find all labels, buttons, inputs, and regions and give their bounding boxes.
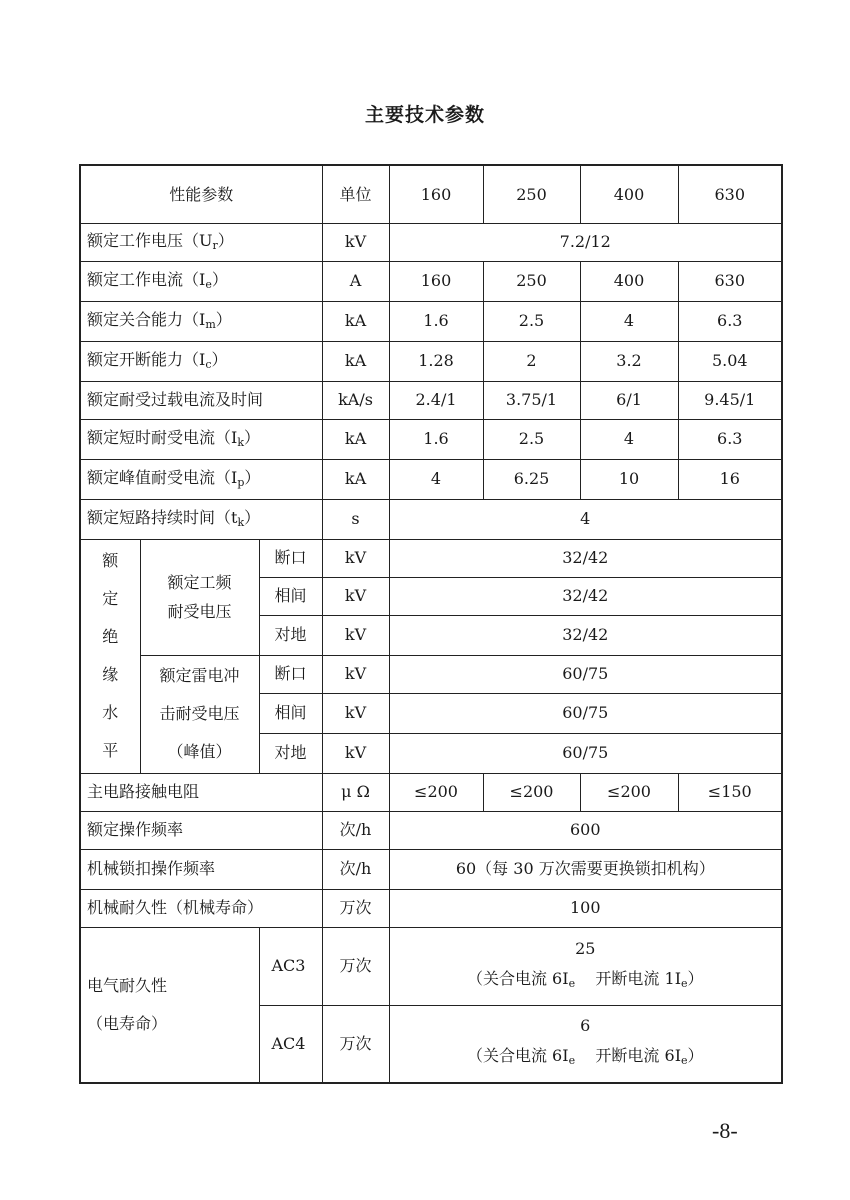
row-value: 32/42 xyxy=(389,615,782,655)
cell-value: 2 xyxy=(483,341,580,381)
cell-value: 9.45/1 xyxy=(678,381,782,419)
cell-value: 5.04 xyxy=(678,341,782,381)
insulation-kind: 对地 xyxy=(259,615,322,655)
row-value: 25 （关合电流 $6I_e$ 开断电流 $1I_e$） xyxy=(389,927,782,1005)
row-label: 额定耐受过载电流及时间 xyxy=(80,381,322,419)
header-col: 160 xyxy=(389,165,483,223)
cell-value: 1.6 xyxy=(389,301,483,341)
row-value: 100 xyxy=(389,889,782,927)
row-value: 4 xyxy=(389,499,782,539)
insulation-kind: 对地 xyxy=(259,733,322,773)
header-col: 250 xyxy=(483,165,580,223)
row-value: 6 （关合电流 $6I_e$ 开断电流 $6I_e$） xyxy=(389,1005,782,1083)
row-label: 额定短路持续时间$(t_k)$ xyxy=(80,499,322,539)
lightning-impulse-label: 额定雷电冲 击耐受电压 （峰值） xyxy=(140,655,259,773)
cell-value: 16 xyxy=(678,459,782,499)
row-label: 额定操作频率 xyxy=(80,811,322,849)
row-label: 额定工作电压$(U_r)$ xyxy=(80,223,322,261)
table-row xyxy=(80,889,782,927)
table-row xyxy=(80,381,782,419)
row-label: 额定短时耐受电流$(I_k)$ xyxy=(80,419,322,459)
cell-value: 2.5 xyxy=(483,301,580,341)
header-col: 400 xyxy=(580,165,678,223)
insulation-kind: 断口 xyxy=(259,655,322,693)
table-row xyxy=(80,773,782,811)
table-row xyxy=(80,499,782,539)
cell-value: 4 xyxy=(580,419,678,459)
table-row xyxy=(80,223,782,261)
cell-value: 2.4/1 xyxy=(389,381,483,419)
row-label: 额定工作电流$(I_e)$ xyxy=(80,261,322,301)
cell-value: 6/1 xyxy=(580,381,678,419)
row-value: 60/75 xyxy=(389,693,782,733)
row-unit: kV xyxy=(322,693,389,733)
table-row xyxy=(80,261,782,301)
header-row xyxy=(80,165,782,223)
row-label: 额定峰值耐受电流$(I_p)$ xyxy=(80,459,322,499)
cell-value: 1.6 xyxy=(389,419,483,459)
category-ac4: AC4 xyxy=(259,1005,322,1083)
cell-value: 3.2 xyxy=(580,341,678,381)
row-unit: kA xyxy=(322,341,389,381)
row-unit: A xyxy=(322,261,389,301)
cell-value: ≤150 xyxy=(678,773,782,811)
row-value: 7.2/12 xyxy=(389,223,782,261)
row-unit: s xyxy=(322,499,389,539)
power-frequency-label: 额定工频 耐受电压 xyxy=(140,539,259,655)
table-row xyxy=(80,655,782,693)
cell-value: ≤200 xyxy=(483,773,580,811)
page-title: 主要技术参数 xyxy=(364,104,485,126)
cell-value: 160 xyxy=(389,261,483,301)
cell-value: ≤200 xyxy=(389,773,483,811)
cell-value: 4 xyxy=(580,301,678,341)
row-value: 32/42 xyxy=(389,577,782,615)
insulation-kind: 断口 xyxy=(259,539,322,577)
row-unit: kV xyxy=(322,539,389,577)
cell-value: 250 xyxy=(483,261,580,301)
row-unit: kV xyxy=(322,223,389,261)
cell-value: ≤200 xyxy=(580,773,678,811)
table-row xyxy=(80,419,782,459)
electrical-life-label: 电气耐久性 （电寿命） xyxy=(80,927,259,1083)
header-col: 630 xyxy=(678,165,782,223)
cell-value: 10 xyxy=(580,459,678,499)
row-unit: kA xyxy=(322,301,389,341)
row-label: 主电路接触电阻 xyxy=(80,773,322,811)
row-value: 600 xyxy=(389,811,782,849)
cell-value: 6.25 xyxy=(483,459,580,499)
table-row xyxy=(80,459,782,499)
row-label: 机械耐久性（机械寿命） xyxy=(80,889,322,927)
row-value: 60（每 30 万次需要更换锁扣机构） xyxy=(389,849,782,889)
cell-value: 4 xyxy=(389,459,483,499)
row-unit: kA/s xyxy=(322,381,389,419)
row-unit: kA xyxy=(322,459,389,499)
table-row xyxy=(80,301,782,341)
row-value: 60/75 xyxy=(389,733,782,773)
page-number: -8- xyxy=(712,1118,738,1143)
header-unit: 单位 xyxy=(322,165,389,223)
row-unit: 万次 xyxy=(322,1005,389,1083)
cell-value: 1.28 xyxy=(389,341,483,381)
row-label: 机械锁扣操作频率 xyxy=(80,849,322,889)
row-unit: 次/h xyxy=(322,849,389,889)
cell-value: 2.5 xyxy=(483,419,580,459)
insulation-group-label: 额 定 绝 缘 水 平 xyxy=(80,539,140,773)
row-unit: 万次 xyxy=(322,889,389,927)
table-row xyxy=(80,539,782,577)
table-row xyxy=(80,811,782,849)
row-unit: kV xyxy=(322,615,389,655)
cell-value: 6.3 xyxy=(678,419,782,459)
cell-value: 6.3 xyxy=(678,301,782,341)
category-ac3: AC3 xyxy=(259,927,322,1005)
cell-value: 3.75/1 xyxy=(483,381,580,419)
table-row xyxy=(80,927,782,1005)
row-unit: 次/h xyxy=(322,811,389,849)
insulation-kind: 相间 xyxy=(259,577,322,615)
table-row xyxy=(80,341,782,381)
row-unit: 万次 xyxy=(322,927,389,1005)
table-row xyxy=(80,849,782,889)
insulation-kind: 相间 xyxy=(259,693,322,733)
tech-params-table xyxy=(79,164,783,1084)
row-label: 额定关合能力$(I_m)$ xyxy=(80,301,322,341)
row-value: 32/42 xyxy=(389,539,782,577)
row-label: 额定开断能力$(I_c)$ xyxy=(80,341,322,381)
cell-value: 630 xyxy=(678,261,782,301)
row-unit: kV xyxy=(322,733,389,773)
row-unit: kV xyxy=(322,655,389,693)
row-unit: kV xyxy=(322,577,389,615)
row-unit: μ Ω xyxy=(322,773,389,811)
header-param: 性能参数 xyxy=(80,165,322,223)
cell-value: 400 xyxy=(580,261,678,301)
row-unit: kA xyxy=(322,419,389,459)
row-value: 60/75 xyxy=(389,655,782,693)
